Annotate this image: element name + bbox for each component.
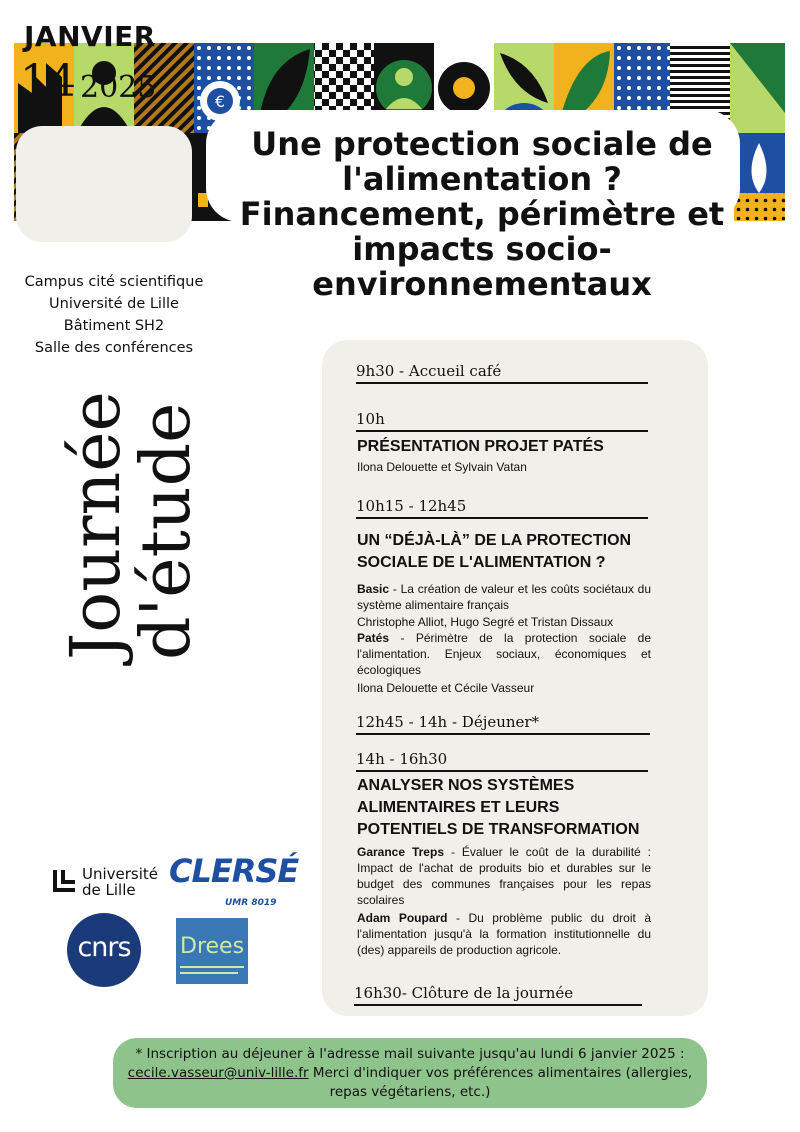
event-day: 14 bbox=[20, 56, 76, 107]
session-3-talk-1 bbox=[357, 844, 651, 908]
registration-text bbox=[123, 1045, 697, 1102]
talk-text: - La création de valeur et les coûts sociétaux du système alimentaire français bbox=[357, 582, 651, 612]
title-line: impacts socio- bbox=[352, 230, 612, 268]
registration-line-1: * Inscription au déjeuner à l'adresse mail suivante jusqu'au lundi 6 janvier 2025 : bbox=[135, 1046, 685, 1062]
session-2-talk-1-speakers: Christophe Alliot, Hugo Segré et Tristan Dissaux bbox=[357, 615, 614, 629]
talk-text: - Évaluer le coût de la durabilité : Impact de l'achat de produits bio et durables sur le budget des communes françaises pour les repas scolaires bbox=[357, 845, 651, 907]
ulille-line: Université bbox=[82, 865, 159, 883]
time-lunch: 12h45 - 14h - Déjeuner* bbox=[356, 713, 650, 735]
talk-text: - Périmètre de la protection sociale de l'alimentation. Enjeux sociaux, économiques et écologiques bbox=[357, 631, 651, 677]
clerse-logo bbox=[167, 852, 299, 912]
venue-line: Université de Lille bbox=[49, 296, 179, 312]
side-title-journee-etude bbox=[57, 391, 206, 660]
ulille-line: de Lille bbox=[82, 881, 136, 899]
ulille-mark-icon bbox=[52, 868, 78, 896]
venue-line: Bâtiment SH2 bbox=[63, 318, 165, 334]
venue-info bbox=[20, 271, 208, 359]
side-title-line: Journée bbox=[57, 391, 136, 660]
talk-text: - Du problème public du droit à l'alimentation jusqu'à la formation institutionnelle du (des) appareils de production agricole. bbox=[357, 911, 651, 957]
session-2-talk-1 bbox=[357, 581, 651, 613]
title-line: Financement, périmètre et bbox=[239, 195, 725, 233]
session-1-speakers: Ilona Delouette et Sylvain Vatan bbox=[357, 460, 527, 474]
time-welcome: 9h30 - Accueil café bbox=[356, 362, 648, 384]
side-title-line: d'étude bbox=[127, 402, 206, 660]
drees-divider bbox=[180, 972, 238, 974]
cnrs-wordmark: cnrs bbox=[77, 932, 131, 963]
session-2-talk-2 bbox=[357, 630, 651, 678]
session-1-title: PRÉSENTATION PROJET PATÉS bbox=[357, 438, 604, 455]
cnrs-logo bbox=[66, 912, 142, 988]
svg-text:€: € bbox=[214, 92, 226, 111]
registration-line-2: Merci d'indiquer vos préférences alimentaires (allergies, bbox=[308, 1065, 693, 1081]
venue-line: Salle des conférences bbox=[34, 340, 194, 356]
title-line: environnementaux bbox=[312, 265, 652, 303]
universite-de-lille-logo bbox=[52, 866, 172, 898]
session-2-title: UN “DÉJÀ-LÀ” DE LA PROTECTION SOCIALE DE L'ALIMENTATION ? bbox=[357, 532, 632, 571]
title-line: Une protection sociale de bbox=[251, 125, 713, 163]
registration-line-3: repas végétariens, etc.) bbox=[329, 1084, 491, 1100]
ulille-wordmark bbox=[82, 866, 158, 898]
time-session-2: 10h15 - 12h45 bbox=[356, 497, 648, 519]
contact-email-link[interactable]: cecile.vasseur@univ-lille.fr bbox=[127, 1065, 309, 1081]
clerse-umr: UMR 8019 bbox=[225, 898, 277, 908]
drees-wordmark: Drees bbox=[180, 934, 245, 959]
talk-lead: Patés bbox=[357, 631, 390, 645]
session-3-talk-2 bbox=[357, 910, 651, 958]
clerse-wordmark: CLERSÉ bbox=[169, 852, 299, 890]
session-3-title: ANALYSER NOS SYSTÈMES ALIMENTAIRES ET LEURS POTENTIELS DE TRANSFORMATION bbox=[357, 777, 640, 838]
session-2-talk-2-speakers: Ilona Delouette et Cécile Vasseur bbox=[357, 681, 535, 695]
time-session-3: 14h - 16h30 bbox=[356, 750, 648, 772]
talk-lead: Garance Treps bbox=[357, 845, 444, 859]
time-closing: 16h30- Clôture de la journée bbox=[354, 984, 642, 1006]
event-title bbox=[218, 127, 746, 302]
event-year: 2025 bbox=[80, 70, 157, 105]
title-line: l'alimentation ? bbox=[342, 160, 622, 198]
drees-logo bbox=[176, 918, 248, 984]
event-month: JANVIER bbox=[24, 20, 156, 53]
registration-notice bbox=[113, 1038, 707, 1108]
date-card bbox=[16, 126, 192, 242]
time-session-1: 10h bbox=[356, 410, 648, 432]
drees-divider bbox=[180, 966, 244, 968]
talk-lead: Adam Poupard bbox=[357, 911, 448, 925]
talk-lead: Basic bbox=[357, 582, 390, 596]
venue-line: Campus cité scientifique bbox=[24, 274, 204, 290]
